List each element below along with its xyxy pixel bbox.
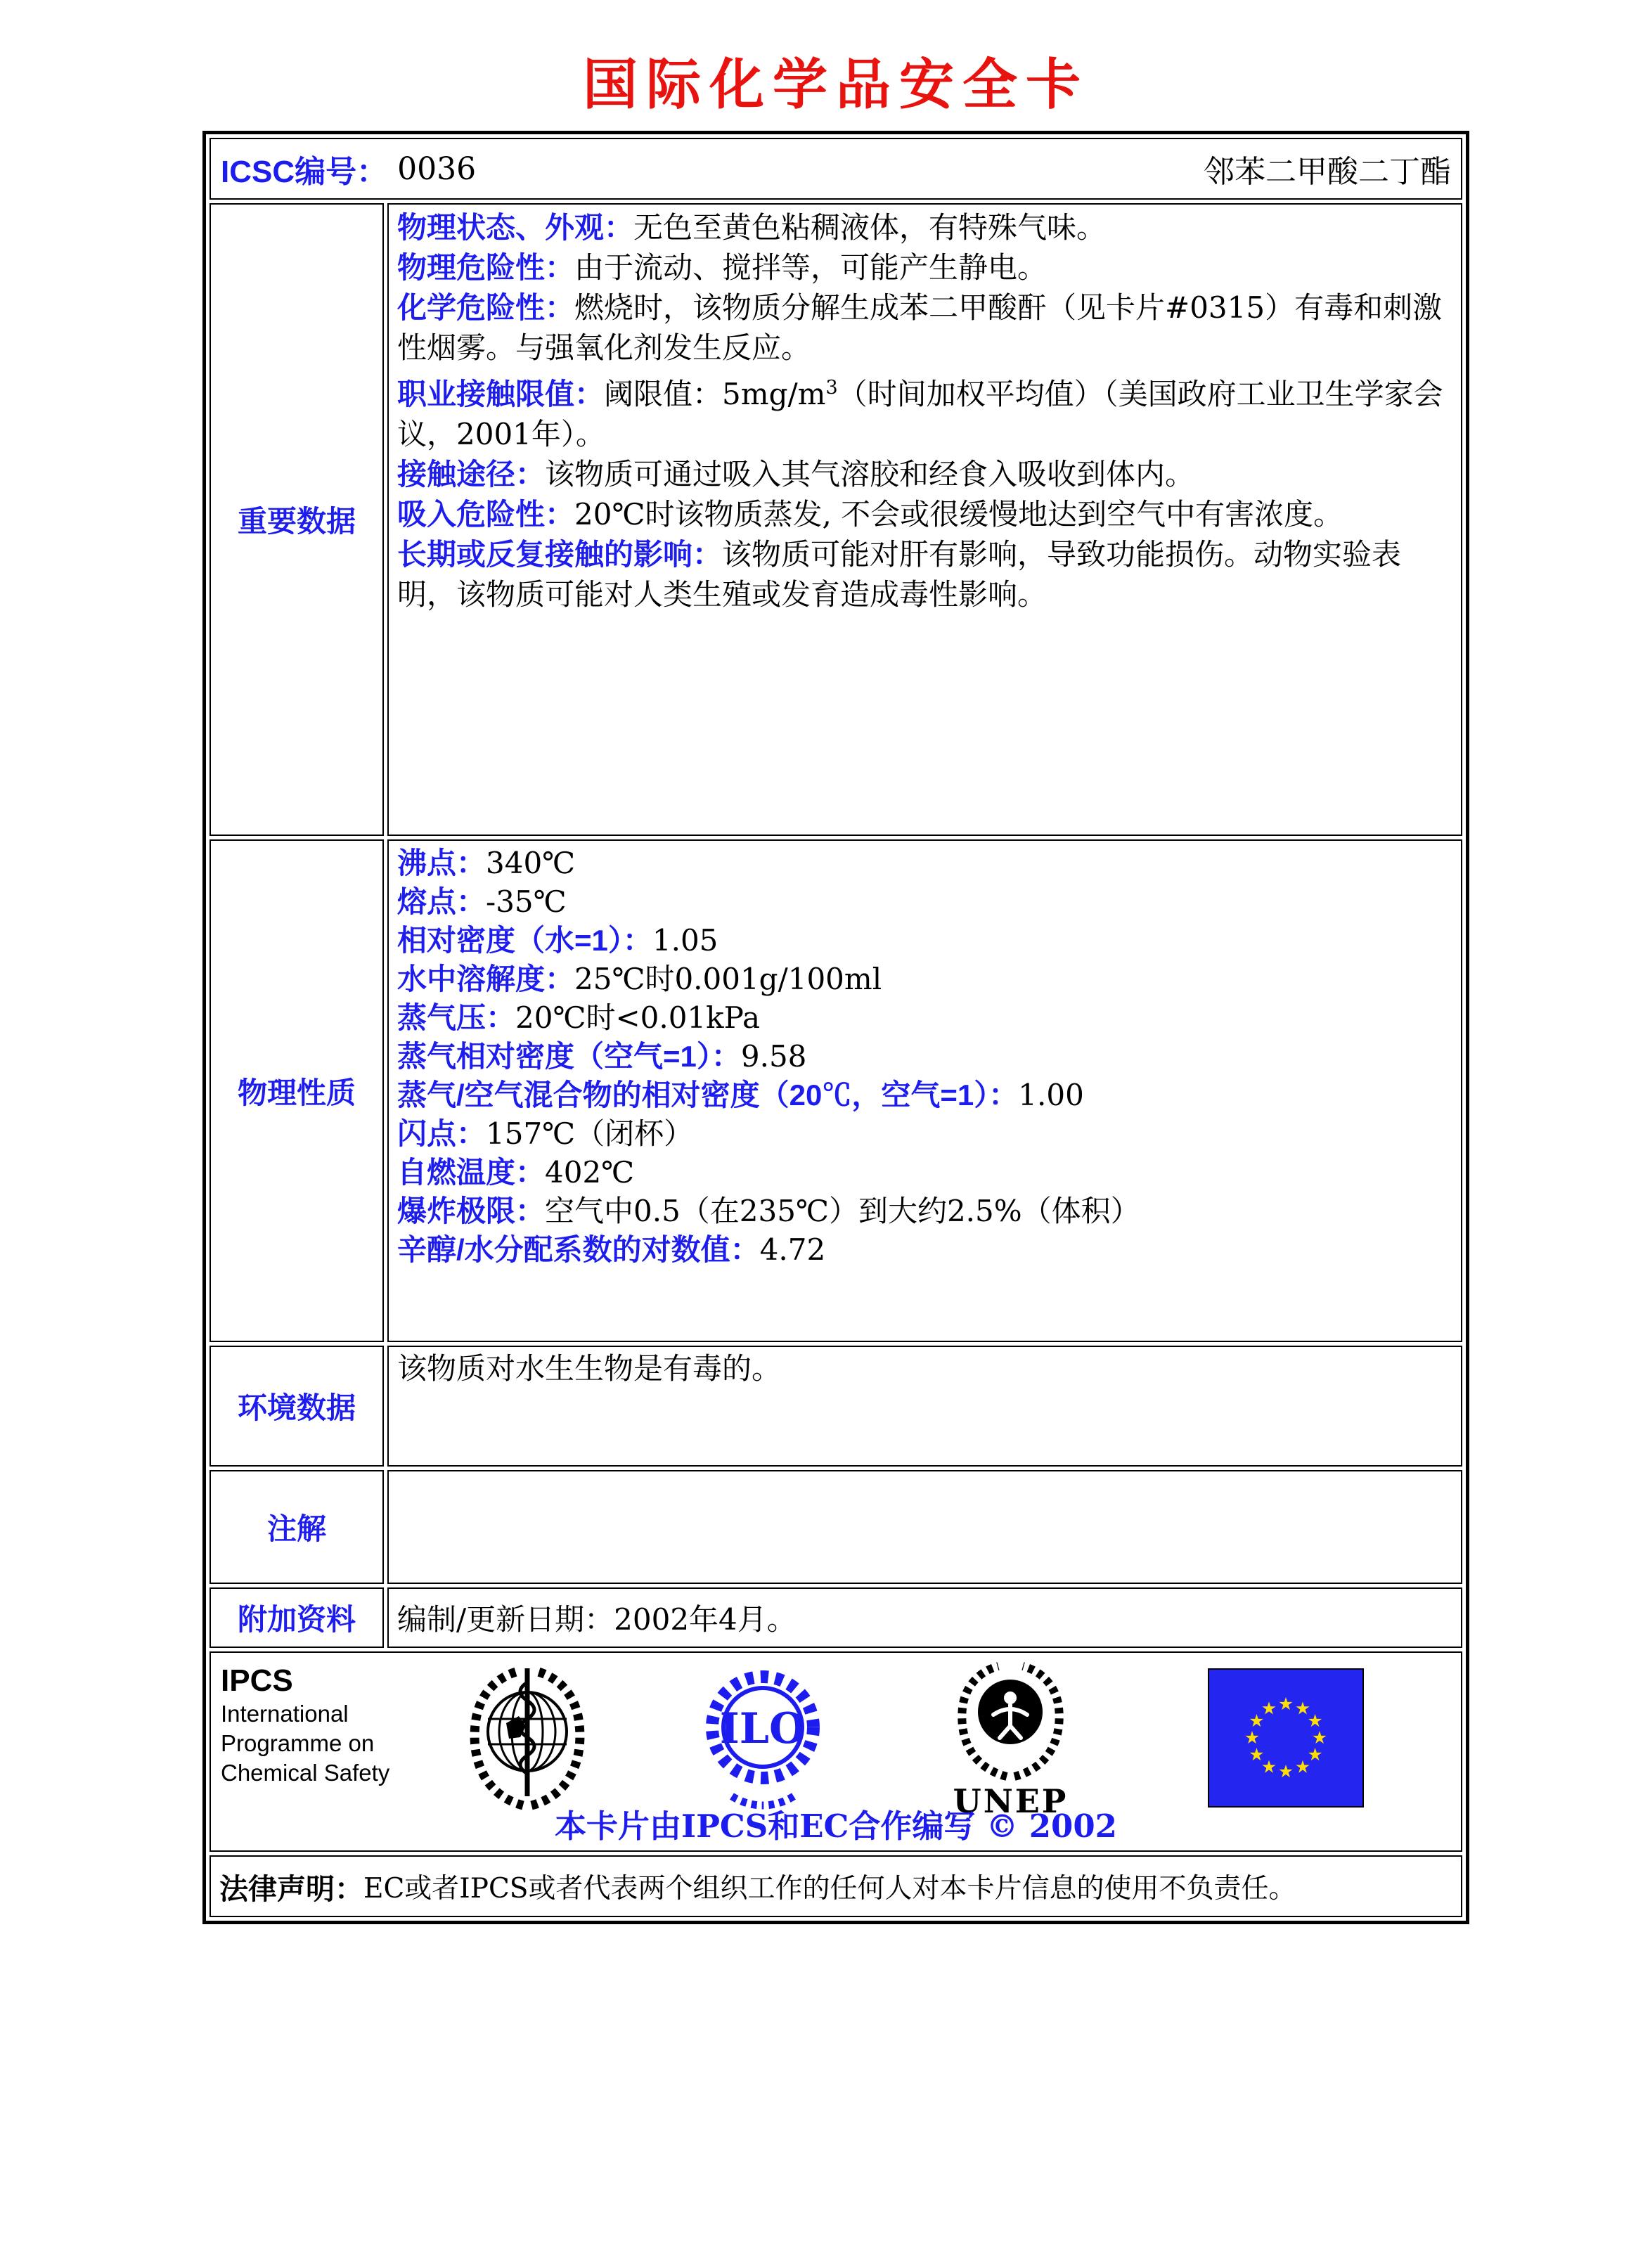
- icsc-number-value: 0036: [397, 150, 477, 187]
- item-label: 职业接触限值：: [397, 378, 605, 411]
- property-row: [397, 882, 1452, 921]
- unep-caption: UNEP: [953, 1782, 1069, 1820]
- property-row: [397, 1037, 1452, 1076]
- section-label-important-data: 重要数据: [210, 203, 384, 836]
- item-text: 阈限值：5mg/m: [604, 377, 826, 411]
- property-row: [397, 1114, 1452, 1153]
- page-title: 国际化学品安全卡: [582, 53, 1089, 117]
- property-label: 相对密度（水=1）：: [397, 924, 652, 957]
- copyright: © 2002: [986, 1808, 1117, 1845]
- property-row: [397, 1192, 1452, 1230]
- additional-info-text: 编制/更新日期：2002年4月。: [397, 1602, 797, 1637]
- property-row: [397, 921, 1452, 960]
- property-value: 4.72: [759, 1232, 826, 1267]
- item-text: 20℃时该物质蒸发, 不会或很缓慢地达到空气中有害浓度。: [574, 497, 1343, 531]
- property-value: 1.05: [652, 923, 718, 958]
- property-row: [397, 960, 1452, 998]
- property-label: 蒸气/空气混合物的相对密度（20℃，空气=1）：: [397, 1078, 1019, 1112]
- property-value: 340℃: [486, 846, 576, 880]
- property-label: 熔点：: [397, 885, 486, 918]
- item-label: 物理状态、外观：: [397, 211, 634, 244]
- property-row: [397, 1153, 1452, 1192]
- item-text: 无色至黄色粘稠液体，有特殊气味。: [633, 210, 1107, 245]
- property-value: 402℃: [545, 1155, 635, 1190]
- legal-label: 法律声明：: [219, 1872, 363, 1905]
- property-value: 空气中0.5（在235℃）到大约2.5%（体积）: [545, 1194, 1140, 1228]
- important-data-content: [387, 203, 1462, 836]
- item-label: 物理危险性：: [397, 251, 575, 284]
- tagline-text: 本卡片由IPCS和EC合作编写: [555, 1808, 976, 1845]
- property-label: 沸点：: [397, 846, 486, 880]
- data-item: [397, 534, 1452, 614]
- property-label: 蒸气相对密度（空气=1）：: [397, 1040, 741, 1073]
- property-row: [397, 1076, 1452, 1114]
- ipcs-subtitle-line: International: [221, 1701, 349, 1727]
- environmental-data-content: [387, 1346, 1462, 1467]
- property-value: 157℃（闭杯）: [486, 1116, 694, 1151]
- property-value: 25℃时0.001g/100ml: [574, 962, 882, 996]
- property-row: [397, 844, 1452, 882]
- ipcs-subtitle-line: Programme on: [221, 1730, 375, 1756]
- eu-flag-icon: [1208, 1668, 1364, 1808]
- who-logo-icon: [464, 1658, 591, 1813]
- item-text: 由于流动、搅拌等，可能产生静电。: [574, 250, 1048, 285]
- data-item: [397, 494, 1452, 534]
- item-label: 长期或反复接触的影响：: [397, 538, 723, 571]
- item-text: 该物质可通过吸入其气溶胶和经食入吸收到体内。: [545, 457, 1195, 491]
- unep-logo: [946, 1657, 1076, 1820]
- additional-info-content: [387, 1587, 1462, 1648]
- section-label-physical-properties: 物理性质: [210, 839, 384, 1342]
- item-label: 接触途径：: [397, 458, 546, 491]
- data-item: [397, 368, 1452, 454]
- section-label-notes: 注解: [210, 1470, 384, 1584]
- property-value: 1.00: [1018, 1078, 1084, 1112]
- item-text: 该物质可能对肝有影响，导致功能损伤。动物实验表明，该物质可能对人类生殖或发育造成毒性影响。: [397, 537, 1402, 612]
- property-row: [397, 998, 1452, 1037]
- section-label-environmental-data: 环境数据: [210, 1346, 384, 1467]
- item-superscript: 3: [825, 377, 838, 399]
- property-label: 自燃温度：: [397, 1156, 546, 1189]
- data-item: [397, 288, 1452, 368]
- ipcs-subtitle-line: Chemical Safety: [221, 1760, 390, 1786]
- property-label: 爆炸极限：: [397, 1194, 546, 1228]
- item-text: 燃烧时，该物质分解生成苯二甲酸酐（见卡片#0315）有毒和刺激性烟雾。与强氧化剂发生反应。: [397, 290, 1443, 365]
- data-item: [397, 207, 1452, 247]
- section-label-additional-info: 附加资料: [210, 1587, 384, 1648]
- legal-text: EC或者IPCS或者代表两个组织工作的任何人对本卡片信息的使用不负责任。: [363, 1873, 1296, 1905]
- unep-emblem-icon: [949, 1657, 1072, 1782]
- legal-row: [210, 1855, 1462, 1917]
- chemical-name: 邻苯二甲酸二丁酯: [1204, 154, 1451, 190]
- item-label: 吸入危险性：: [397, 498, 575, 531]
- ipcs-acronym: IPCS: [221, 1663, 293, 1698]
- property-value: 9.58: [740, 1039, 807, 1074]
- tagline: [211, 1800, 1461, 1846]
- notes-content: [387, 1470, 1462, 1584]
- header-row: [210, 138, 1462, 200]
- icsc-number-label: ICSC编号：: [221, 155, 388, 189]
- ipcs-block: [221, 1663, 389, 1788]
- icsc-card-table: [202, 131, 1469, 1924]
- item-label: 化学危险性：: [397, 291, 575, 324]
- property-label: 辛醇/水分配系数的对数值：: [397, 1233, 760, 1266]
- ilo-letters: ILO: [719, 1704, 806, 1753]
- environmental-data-text: 该物质对水生生物是有毒的。: [397, 1351, 782, 1386]
- ilo-logo-icon: [700, 1658, 826, 1810]
- logos-row: [210, 1651, 1462, 1852]
- physical-properties-content: [387, 839, 1462, 1342]
- item-text: （时间加权平均值）（美国政府工业卫生学家会议，2001年）。: [397, 377, 1443, 451]
- property-label: 闪点：: [397, 1117, 486, 1150]
- property-row: [397, 1230, 1452, 1269]
- property-label: 蒸气压：: [397, 1001, 516, 1034]
- property-value: 20℃时<0.01kPa: [515, 1000, 761, 1035]
- data-item: [397, 454, 1452, 494]
- property-value: -35℃: [486, 884, 567, 919]
- property-label: 水中溶解度：: [397, 962, 575, 996]
- data-item: [397, 247, 1452, 288]
